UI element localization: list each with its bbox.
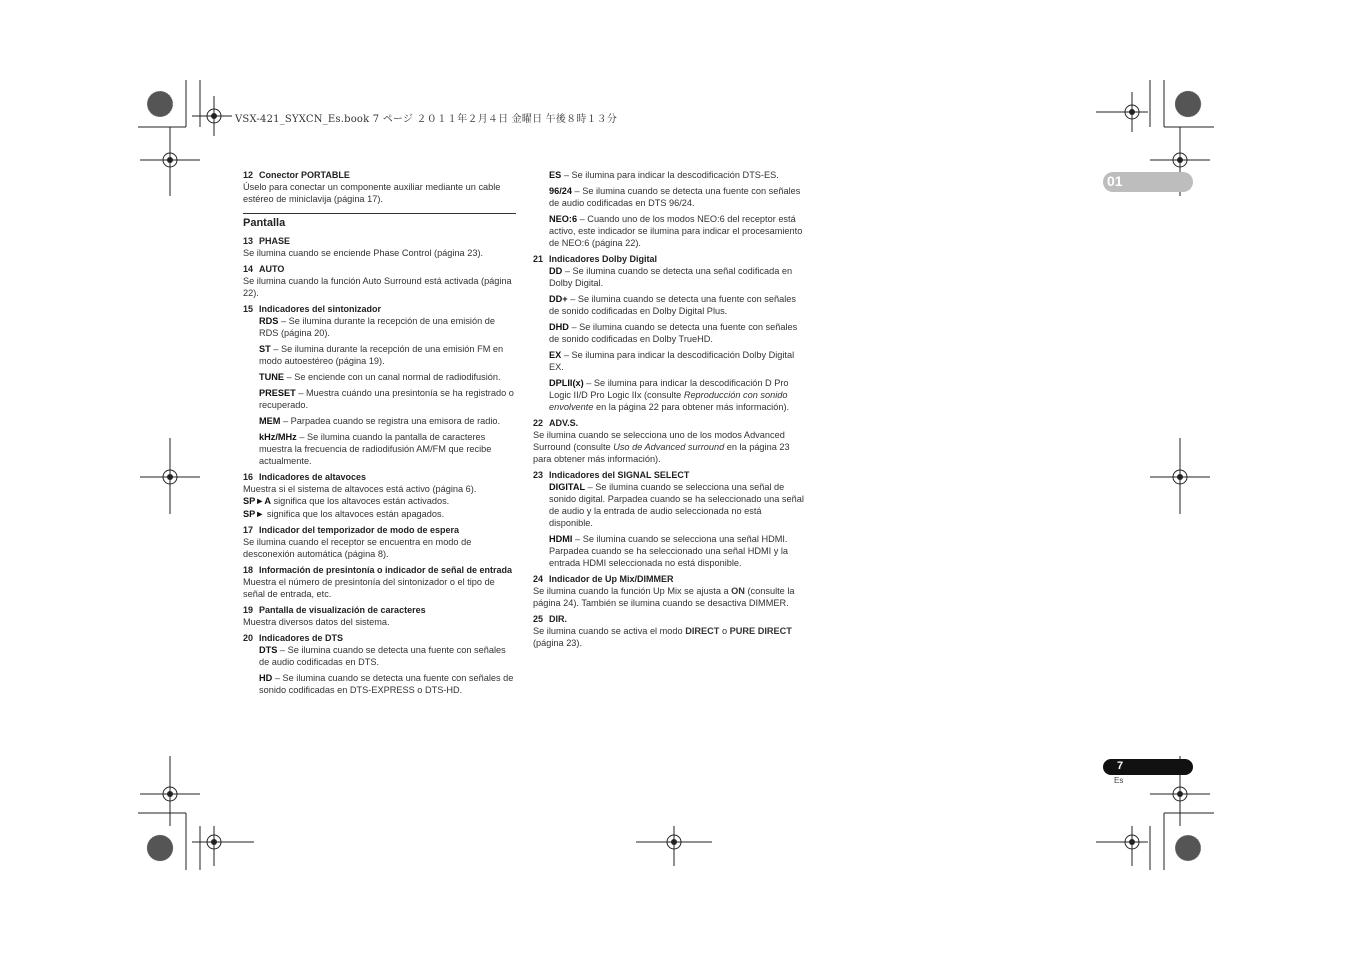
item-number: 23 <box>533 470 544 480</box>
sub-entry: DIGITAL – Se ilumina cuando se selecciona una señal de sonido digital. Parpadea cuando se ha seleccionado una señal de audio y la entrada de audio seleccionada no está disponible. <box>549 482 804 528</box>
item-title: AUTO <box>259 264 285 274</box>
item-21 <box>533 253 807 413</box>
item-title: ADV.S. <box>549 418 579 428</box>
item-title: PHASE <box>259 236 291 246</box>
item-title: Indicador del temporizador de modo de espera <box>259 525 460 535</box>
sub-entry: DHD – Se ilumina cuando se detecta una fuente con señales de sonido codificadas en Dolby TrueHD. <box>549 322 798 344</box>
item-12 <box>243 169 516 205</box>
item-body: Se ilumina cuando la función Auto Surround está activada (página 22). <box>243 276 512 298</box>
left-column <box>243 169 516 700</box>
item-number: 13 <box>243 236 254 246</box>
item-22 <box>533 417 807 465</box>
item-title: Indicadores del sintonizador <box>259 304 382 314</box>
item-title: Indicadores de altavoces <box>259 472 367 482</box>
item-16 <box>243 471 516 520</box>
item-title: Indicador de Up Mix/DIMMER <box>549 574 674 584</box>
item-number: 14 <box>243 264 254 274</box>
sub-entry: ST – Se ilumina durante la recepción de una emisión FM en modo autoestéreo (página 19). <box>259 344 504 366</box>
sub-entry: EX – Se ilumina para indicar la descodificación Dolby Digital EX. <box>549 350 795 372</box>
item-number: 24 <box>533 574 544 584</box>
item-number: 12 <box>243 170 254 180</box>
item-body: Se ilumina cuando se activa el modo DIRECT o PURE DIRECT (página 23). <box>533 626 792 648</box>
item-number: 16 <box>243 472 254 482</box>
sub-entry: DD – Se ilumina cuando se detecta una señal codificada en Dolby Digital. <box>549 266 793 288</box>
item-title: Indicadores de DTS <box>259 633 344 643</box>
item-number: 19 <box>243 605 254 615</box>
item-title: Pantalla de visualización de caracteres <box>259 605 426 615</box>
chapter-tab <box>1103 172 1193 192</box>
page-number: 7 <box>1117 760 1124 772</box>
speaker-line: SP►A significa que los altavoces están activados. <box>243 496 450 506</box>
item-18 <box>243 564 516 600</box>
item-title: DIR. <box>549 614 567 624</box>
item-body: Se ilumina cuando la función Up Mix se ajusta a ON (consulte la página 24). También se ilumina cuando se desactiva DIMMER. <box>533 586 795 608</box>
item-body: Úselo para conectar un componente auxiliar mediante un cable estéreo de miniclavija (página 17). <box>243 182 501 204</box>
item-title: Indicadores del SIGNAL SELECT <box>549 470 690 480</box>
item-23 <box>533 469 807 569</box>
sub-entry: ES – Se ilumina para indicar la descodificación DTS-ES. <box>549 170 779 180</box>
item-number: 17 <box>243 525 254 535</box>
right-column <box>533 169 807 653</box>
sub-entry: NEO:6 – Cuando uno de los modos NEO:6 del receptor está activo, este indicador se ilumina para indicar el procesamiento de NEO:6 (página 22). <box>549 214 803 248</box>
item-15 <box>243 303 516 467</box>
item-body: Se ilumina cuando se selecciona uno de los modos Advanced Surround (consulte Uso de Advanced surround en la página 23 para obtener más información). <box>533 430 790 464</box>
book-header-line: VSX-421_SYXCN_Es.book 7 ページ ２０１１年２月４日 金曜日 午後８時１３分 <box>235 114 618 125</box>
item-body: Se ilumina cuando se enciende Phase Control (página 23). <box>243 248 484 258</box>
sub-entry: HD – Se ilumina cuando se detecta una fuente con señales de sonido codificadas en DTS-EXPRESS o DTS-HD. <box>259 673 514 695</box>
section-title: Pantalla <box>243 213 516 229</box>
sub-entry: HDMI – Se ilumina cuando se selecciona una señal HDMI. Parpadea cuando se ha seleccionado una señal HDMI y la entrada HDMI seleccionada no está disponible. <box>549 534 789 568</box>
item-25 <box>533 613 807 649</box>
item-number: 22 <box>533 418 544 428</box>
item-14 <box>243 263 516 299</box>
sub-entry: DTS – Se ilumina cuando se detecta una fuente con señales de audio codificadas en DTS. <box>259 645 506 667</box>
sub-entry: MEM – Parpadea cuando se registra una emisora de radio. <box>259 416 501 426</box>
item-body: Muestra el número de presintonía del sintonizador o el tipo de señal de entrada, etc. <box>243 577 495 599</box>
item-body: Muestra diversos datos del sistema. <box>243 617 390 627</box>
dts-continued <box>533 169 807 249</box>
item-number: 18 <box>243 565 254 575</box>
sub-entry: DPLII(x) – Se ilumina para indicar la descodificación D Pro Logic II/D Pro Logic IIx (consulte Reproducción con sonido envolvente en la página 22 para obtener más información). <box>549 378 790 412</box>
chapter-number: 01 <box>1107 173 1123 189</box>
sub-entry: DD+ – Se ilumina cuando se detecta una fuente con señales de sonido codificadas en Dolby Digital Plus. <box>549 294 796 316</box>
item-title: Indicadores Dolby Digital <box>549 254 658 264</box>
item-body: Muestra si el sistema de altavoces está activo (página 6). <box>243 484 477 494</box>
item-13 <box>243 235 516 259</box>
item-24 <box>533 573 807 609</box>
item-title: Conector PORTABLE <box>259 170 350 180</box>
speaker-line: SP► significa que los altavoces están apagados. <box>243 509 445 519</box>
sub-entry: TUNE – Se enciende con un canal normal de radiodifusión. <box>259 372 501 382</box>
sub-entry: kHz/MHz – Se ilumina cuando la pantalla de caracteres muestra la frecuencia de radiodifusión AM/FM que recibe actualmente. <box>259 432 492 466</box>
sub-entry: PRESET – Muestra cuándo una presintonía se ha registrado o recuperado. <box>259 388 514 410</box>
item-number: 20 <box>243 633 254 643</box>
item-number: 15 <box>243 304 254 314</box>
item-title: Información de presintonía o indicador de señal de entrada <box>259 565 513 575</box>
item-19 <box>243 604 516 628</box>
page-number-tab <box>1103 759 1193 775</box>
sub-entry: RDS – Se ilumina durante la recepción de una emisión de RDS (página 20). <box>259 316 495 338</box>
item-number: 21 <box>533 254 544 264</box>
item-17 <box>243 524 516 560</box>
item-20 <box>243 632 516 696</box>
sub-entry: 96/24 – Se ilumina cuando se detecta una fuente con señales de audio codificadas en DTS 96/24. <box>549 186 801 208</box>
item-body: Se ilumina cuando el receptor se encuentra en modo de desconexión automática (página 8). <box>243 537 472 559</box>
item-number: 25 <box>533 614 544 624</box>
language-code: Es <box>1114 776 1124 785</box>
